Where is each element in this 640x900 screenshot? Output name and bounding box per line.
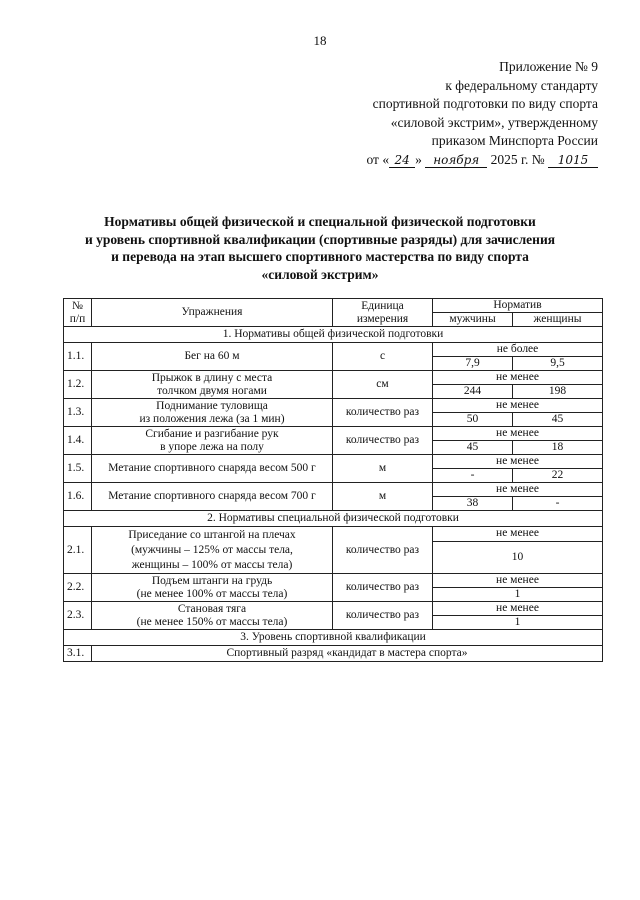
appendix-title: Приложение № 9 <box>499 59 598 74</box>
row-1-5-condition: не менее <box>433 455 603 469</box>
section-1-heading: 1. Нормативы общей физической подготовки <box>64 327 603 343</box>
row-1-3-no: 1.3. <box>64 399 92 427</box>
header-no: № п/п <box>64 299 92 327</box>
title-line-2: и уровень спортивной квалификации (спортивные разряды) для зачисления <box>84 231 556 247</box>
date-prefix: от « <box>366 151 390 167</box>
row-1-2-condition: не менее <box>433 371 603 385</box>
row-2-1-condition: не менее <box>433 527 603 542</box>
row-1-1-men: 7,9 <box>433 357 513 371</box>
document-title <box>40 213 600 283</box>
row-2-1-value: 10 <box>433 541 603 573</box>
row-1-5-unit: м <box>333 455 433 483</box>
handwritten-order-number: 1015 <box>548 154 598 168</box>
row-2-2-unit: количество раз <box>333 574 433 602</box>
row-2-2-value: 1 <box>433 588 603 602</box>
row-3-1-no: 3.1. <box>64 646 92 662</box>
row-1-1-exercise: Бег на 60 м <box>92 343 333 371</box>
section-2-heading: 2. Нормативы специальной физической подготовки <box>64 511 603 527</box>
row-1-4-unit: количество раз <box>333 427 433 455</box>
row-1-5-women: 22 <box>513 469 603 483</box>
row-2-2-exercise: Подъем штанги на грудь (не менее 100% от массы тела) <box>92 574 333 602</box>
row-1-4-exercise: Сгибание и разгибание рук в упоре лежа на полу <box>92 427 333 455</box>
row-1-4-women: 18 <box>513 441 603 455</box>
title-line-4: «силовой экстрим» <box>261 266 379 282</box>
row-1-3-condition: не менее <box>433 399 603 413</box>
row-2-2-condition: не менее <box>433 574 603 588</box>
row-2-1-no: 2.1. <box>64 527 92 574</box>
row-1-4-condition: не менее <box>433 427 603 441</box>
date-mid: » <box>415 151 422 167</box>
row-1-4-men: 45 <box>433 441 513 455</box>
row-1-6-women: - <box>513 497 603 511</box>
row-1-3-women: 45 <box>513 413 603 427</box>
row-1-6-exercise: Метание спортивного снаряда весом 700 г <box>92 483 333 511</box>
row-1-6-condition: не менее <box>433 483 603 497</box>
row-1-3-unit: количество раз <box>333 399 433 427</box>
row-1-2-men: 244 <box>433 385 513 399</box>
row-2-3-no: 2.3. <box>64 602 92 630</box>
row-1-5-no: 1.5. <box>64 455 92 483</box>
appendix-date-line <box>278 151 598 170</box>
handwritten-month: ноября <box>425 154 487 168</box>
row-1-1-no: 1.1. <box>64 343 92 371</box>
title-line-3: и перевода на этап высшего спортивного мастерства по виду спорта <box>111 249 529 264</box>
row-2-3-unit: количество раз <box>333 602 433 630</box>
row-2-2-no: 2.2. <box>64 574 92 602</box>
row-2-3-value: 1 <box>433 616 603 630</box>
date-year: 2025 г. № <box>490 151 545 167</box>
row-1-6-unit: м <box>333 483 433 511</box>
title-line-1: Нормативы общей физической и специальной физической подготовки <box>104 214 536 229</box>
row-1-4-no: 1.4. <box>64 427 92 455</box>
page-number: 18 <box>313 33 327 48</box>
appendix-line-4: «силовой экстрим», утвержденному <box>390 114 598 130</box>
row-1-6-men: 38 <box>433 497 513 511</box>
row-1-1-condition: не более <box>433 343 603 357</box>
row-1-2-no: 1.2. <box>64 371 92 399</box>
header-exercise: Упражнения <box>92 299 333 327</box>
row-2-3-exercise: Становая тяга (не менее 150% от массы тела) <box>92 602 333 630</box>
row-1-1-unit: с <box>333 343 433 371</box>
handwritten-day: 24 <box>389 154 415 168</box>
row-1-1-women: 9,5 <box>513 357 603 371</box>
row-1-2-women: 198 <box>513 385 603 399</box>
header-norm: Норматив <box>433 299 603 313</box>
appendix-line-3: спортивной подготовки по виду спорта <box>372 96 598 111</box>
row-1-2-unit: см <box>333 371 433 399</box>
norms-table <box>63 298 603 662</box>
row-2-1-exercise: Приседание со штангой на плечах (мужчины – 125% от массы тела, женщины – 100% от массы тела) <box>92 527 333 574</box>
appendix-block <box>278 58 598 169</box>
row-1-2-exercise: Прыжок в длину с места толчком двумя ногами <box>92 371 333 399</box>
row-1-3-men: 50 <box>433 413 513 427</box>
row-2-1-unit: количество раз <box>333 527 433 574</box>
section-3-heading: 3. Уровень спортивной квалификации <box>64 630 603 646</box>
row-1-5-exercise: Метание спортивного снаряда весом 500 г <box>92 455 333 483</box>
row-1-5-men: - <box>433 469 513 483</box>
row-2-3-condition: не менее <box>433 602 603 616</box>
header-men: мужчины <box>433 313 513 327</box>
row-1-6-no: 1.6. <box>64 483 92 511</box>
appendix-line-2: к федеральному стандарту <box>445 77 598 93</box>
header-unit: Единица измерения <box>333 299 433 327</box>
appendix-line-5: приказом Минспорта России <box>431 133 598 148</box>
header-women: женщины <box>513 313 603 327</box>
row-3-1-text: Спортивный разряд «кандидат в мастера спорта» <box>92 646 603 662</box>
row-1-3-exercise: Поднимание туловища из положения лежа (за 1 мин) <box>92 399 333 427</box>
